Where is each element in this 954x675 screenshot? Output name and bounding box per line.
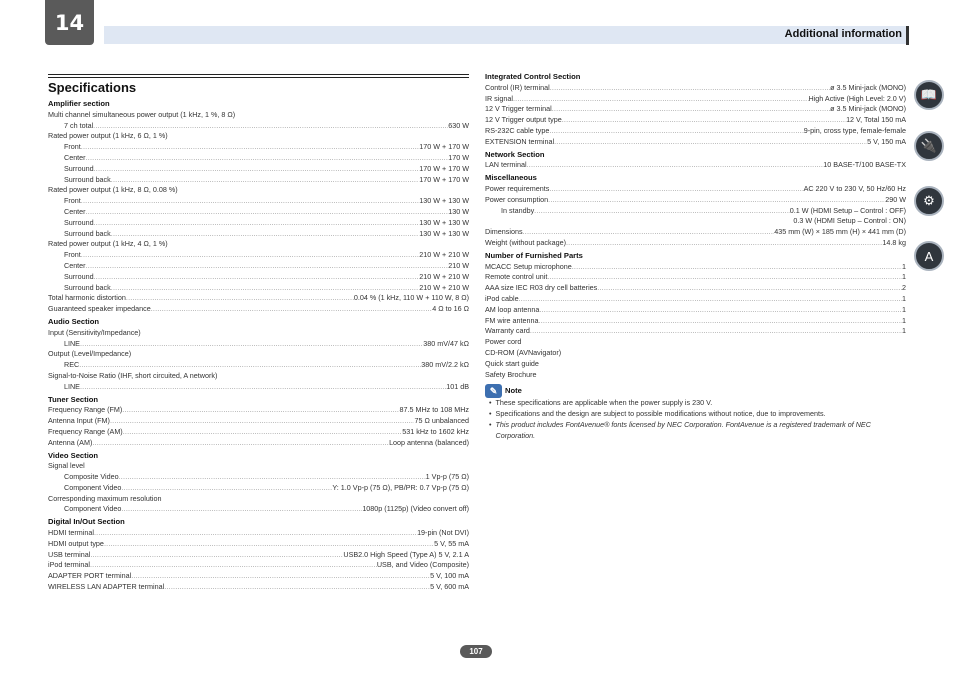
leader-dots: [519, 294, 902, 305]
spec-row: [48, 405, 469, 416]
leader-dots: [164, 582, 430, 593]
section-heading: Miscellaneous: [485, 173, 537, 183]
spec-label: Power requirements: [485, 183, 550, 193]
spec-label: Front: [64, 196, 81, 206]
spec-label: In standby: [501, 205, 535, 215]
spec-value: 380 mV/47 kΩ: [423, 338, 469, 348]
note-text: This product includes FontAvenue® fonts licensed by NEC Corporation. FontAvenue is a registered trademark of NEC Corporation.: [495, 419, 871, 440]
spec-row: [48, 121, 469, 132]
spec-value: 19-pin (Not DVI): [417, 528, 469, 538]
spec-label: Total harmonic distortion: [48, 293, 126, 303]
spec-value: 170 W + 170 W: [419, 142, 469, 152]
spec-row: [48, 416, 469, 427]
spec-label: Center: [64, 206, 86, 216]
spec-value: 435 mm (W) × 185 mm (H) × 441 mm (D): [774, 227, 906, 237]
spec-row: [48, 560, 469, 571]
spec-value: 380 mV/2.2 kΩ: [421, 360, 469, 370]
leader-dots: [111, 283, 420, 294]
note-text: These specifications are applicable when the power supply is 230 V.: [495, 398, 713, 408]
section-heading: Audio Section: [48, 316, 100, 326]
spec-value: AC 220 V to 230 V, 50 Hz/60 Hz: [803, 183, 906, 193]
leader-dots: [552, 104, 830, 115]
spec-value: Y: 1.0 Vp-p (75 Ω), PB/PR: 0.7 Vp-p (75 Ω): [332, 482, 469, 492]
leader-dots: [104, 539, 434, 550]
settings-help-icon[interactable]: ⚙: [914, 186, 944, 216]
spec-value: 1080p (1125p) (Video convert off): [362, 504, 469, 514]
spec-value: 5 V, 55 mA: [434, 538, 469, 548]
leader-dots: [79, 360, 421, 371]
spec-text: Rated power output (1 kHz, 6 Ω, 1 %): [48, 131, 168, 141]
leader-dots: [86, 207, 449, 218]
leader-dots: [123, 427, 403, 438]
leader-dots: [80, 339, 423, 350]
spec-text: Signal-to-Noise Ratio (IHF, short circuited, A network): [48, 370, 218, 380]
leader-dots: [547, 272, 902, 283]
spec-label: Antenna (AM): [48, 437, 93, 447]
spec-value: ø 3.5 Mini-jack (MONO): [830, 104, 906, 114]
leader-dots: [80, 382, 446, 393]
spec-value: 630 W: [448, 120, 469, 130]
spec-value: 101 dB: [446, 381, 469, 391]
leader-dots: [94, 218, 420, 229]
spec-row: [48, 360, 469, 371]
spec-row: [48, 218, 469, 229]
spec-row: [485, 326, 906, 337]
chapter-number: 14: [45, 0, 94, 45]
spec-value: 170 W + 170 W: [419, 174, 469, 184]
spec-value: 1: [902, 261, 906, 271]
spec-row: [48, 339, 469, 350]
spec-row: [48, 472, 469, 483]
leader-dots: [92, 438, 389, 449]
spec-label: HDMI terminal: [48, 528, 94, 538]
spec-row: [48, 175, 469, 186]
spec-value: 210 W + 210 W: [419, 271, 469, 281]
spec-label: Surround: [64, 163, 94, 173]
spec-value: Loop antenna (balanced): [389, 437, 469, 447]
note-item: [485, 398, 906, 409]
spec-value: 210 W + 210 W: [419, 282, 469, 292]
leader-dots: [534, 206, 790, 217]
spec-text: Input (Sensitivity/Impedance): [48, 327, 141, 337]
spec-row: [485, 262, 906, 273]
leader-dots: [81, 142, 419, 153]
spec-row: [48, 272, 469, 283]
spec-label: Front: [64, 142, 81, 152]
leader-dots: [119, 472, 426, 483]
spec-row: [48, 550, 469, 561]
spec-row: [485, 283, 906, 294]
spec-value: 130 W: [448, 206, 469, 216]
spec-label: Center: [64, 260, 86, 270]
spec-row: [48, 571, 469, 582]
spec-label: REC: [64, 360, 80, 370]
leader-dots: [94, 164, 420, 175]
leader-dots: [111, 175, 420, 186]
note-item: [485, 409, 906, 420]
bullet-icon: •: [489, 398, 492, 408]
leader-dots: [523, 227, 775, 238]
spec-label: RS-232C cable type: [485, 125, 550, 135]
spec-value: 2: [902, 283, 906, 293]
section-heading: Digital In/Out Section: [48, 517, 125, 527]
spec-label: Weight (without package): [485, 237, 566, 247]
spec-row: [48, 142, 469, 153]
spec-row: [48, 153, 469, 164]
spec-text: Rated power output (1 kHz, 8 Ω, 0.08 %): [48, 185, 178, 195]
spec-row: [485, 238, 906, 249]
spec-row: [48, 304, 469, 315]
leader-dots: [539, 316, 902, 327]
leader-dots: [554, 137, 867, 148]
spec-label: EXTENSION terminal: [485, 136, 555, 146]
spec-row: [485, 195, 906, 206]
spec-label: USB terminal: [48, 549, 91, 559]
spec-value: 5 V, 600 mA: [430, 582, 469, 592]
section-heading: Tuner Section: [48, 394, 99, 404]
spec-text: Output (Level/Impedance): [48, 349, 132, 359]
spec-value: 75 Ω unbalanced: [414, 416, 469, 426]
spec-label: ADAPTER PORT terminal: [48, 571, 132, 581]
spec-label: AAA size IEC R03 dry cell batteries: [485, 283, 598, 293]
leader-dots: [93, 121, 448, 132]
spec-row: [48, 164, 469, 175]
spec-row: [485, 104, 906, 115]
spec-label: Surround: [64, 271, 94, 281]
header-bar-end: [906, 26, 909, 45]
spec-value: USB, and Video (Composite): [376, 560, 469, 570]
spec-label: MCACC Setup microphone: [485, 261, 572, 271]
spec-text: Rated power output (1 kHz, 4 Ω, 1 %): [48, 239, 168, 249]
spec-text: Signal level: [48, 461, 85, 471]
leader-dots: [597, 283, 902, 294]
spec-text: Corresponding maximum resolution: [48, 493, 162, 503]
spec-value: 290 W: [885, 194, 906, 204]
leader-dots: [562, 115, 846, 126]
spec-row: [485, 126, 906, 137]
leader-dots: [86, 153, 449, 164]
spec-label: IR signal: [485, 93, 513, 103]
spec-value: High Active (High Level: 2.0 V): [808, 93, 906, 103]
spec-row: [48, 293, 469, 304]
spec-label: Surround: [64, 217, 94, 227]
spec-label: Remote control unit: [485, 272, 548, 282]
spec-label: LINE: [64, 338, 80, 348]
section-heading: Amplifier section: [48, 99, 110, 108]
spec-text: Quick start guide: [485, 358, 539, 368]
spec-label: Front: [64, 250, 81, 260]
spec-row: [48, 207, 469, 218]
spec-row: [485, 272, 906, 283]
page-number: 107: [460, 645, 492, 658]
device-connection-icon[interactable]: 🔌: [914, 131, 944, 161]
spec-value: 130 W + 130 W: [419, 217, 469, 227]
spec-row: [485, 137, 906, 148]
spec-label: FM wire antenna: [485, 315, 539, 325]
pencil-note-icon: ✎: [485, 384, 502, 398]
spec-label: Frequency Range (AM): [48, 426, 123, 436]
spec-row: [48, 483, 469, 494]
spec-label: Control (IR) terminal: [485, 82, 550, 92]
section-heading: Integrated Control Section: [485, 72, 581, 81]
spec-label: Surround back: [64, 282, 111, 292]
spec-value: 14.8 kg: [882, 237, 906, 247]
spec-label: Antenna Input (FM): [48, 416, 110, 426]
spec-label: iPod cable: [485, 293, 519, 303]
spec-row: [485, 160, 906, 171]
leader-dots: [86, 261, 449, 272]
spec-value: 130 W + 130 W: [419, 228, 469, 238]
spec-value: 1: [902, 315, 906, 325]
note-text: Specifications and the design are subject to possible modifications without notice, due to improvements.: [495, 409, 826, 419]
spec-label: iPod terminal: [48, 560, 90, 570]
spec-row: [485, 184, 906, 195]
spec-label: Composite Video: [64, 472, 119, 482]
spec-row: [48, 382, 469, 393]
spec-value: 10 BASE-T/100 BASE-TX: [823, 160, 906, 170]
leader-dots: [81, 196, 419, 207]
bullet-icon: •: [489, 419, 492, 429]
header-title: Additional information: [784, 28, 902, 40]
leader-dots: [549, 184, 803, 195]
spec-label: Dimensions: [485, 227, 523, 237]
spec-label: Surround back: [64, 228, 111, 238]
spec-value: 210 W: [448, 260, 469, 270]
spec-label: Center: [64, 152, 86, 162]
leader-dots: [94, 528, 417, 539]
page-title: Specifications: [48, 80, 137, 95]
spec-value: 9-pin, cross type, female-female: [803, 125, 906, 135]
spec-continuation: 0.3 W (HDMI Setup – Control : ON): [793, 216, 906, 226]
leader-dots: [90, 550, 343, 561]
spec-value: 1: [902, 326, 906, 336]
spec-value: 170 W + 170 W: [419, 163, 469, 173]
spec-value: USB2.0 High Speed (Type A) 5 V, 2.1 A: [343, 549, 469, 559]
spec-label: LAN terminal: [485, 160, 527, 170]
leader-dots: [94, 272, 420, 283]
spec-row: [48, 539, 469, 550]
spec-row: [485, 115, 906, 126]
section-heading: Video Section: [48, 450, 99, 460]
spec-label: 12 V Trigger terminal: [485, 104, 552, 114]
spec-text: Power cord: [485, 337, 522, 347]
spec-label: 12 V Trigger output type: [485, 115, 562, 125]
spec-label: LINE: [64, 381, 80, 391]
leader-dots: [572, 262, 902, 273]
spec-value: 531 kHz to 1602 kHz: [402, 426, 469, 436]
spec-value: 210 W + 210 W: [419, 250, 469, 260]
title-rule-top: [48, 74, 469, 75]
spec-label: 7 ch total: [64, 120, 94, 130]
leader-dots: [530, 326, 902, 337]
spec-text: Safety Brochure: [485, 369, 537, 379]
leader-dots: [111, 229, 420, 240]
spec-row: [48, 196, 469, 207]
spec-value: 5 V, 150 mA: [867, 136, 906, 146]
spec-row: [48, 229, 469, 240]
spec-row: [485, 294, 906, 305]
spec-text: Multi channel simultaneous power output (1 kHz, 1 %, 8 Ω): [48, 109, 236, 119]
spec-row: [48, 261, 469, 272]
leader-dots: [527, 160, 824, 171]
spec-value: 170 W: [448, 152, 469, 162]
book-icon[interactable]: 📖: [914, 80, 944, 110]
leader-dots: [549, 126, 803, 137]
spec-value: 1: [902, 272, 906, 282]
spec-value: 4 Ω to 16 Ω: [432, 304, 469, 314]
leader-dots: [110, 416, 415, 427]
leader-dots: [151, 304, 433, 315]
spec-label: Frequency Range (FM): [48, 405, 123, 415]
spec-value: 1: [902, 304, 906, 314]
leader-dots: [131, 571, 430, 582]
spec-row: [485, 316, 906, 327]
spec-row: [48, 283, 469, 294]
spec-label: Component Video: [64, 482, 122, 492]
leader-dots: [566, 238, 882, 249]
leader-dots: [550, 83, 830, 94]
spec-value: 1: [902, 293, 906, 303]
spec-row: [485, 206, 906, 217]
spec-row: [48, 528, 469, 539]
spec-value: 0.1 W (HDMI Setup – Control : OFF): [789, 205, 906, 215]
spec-row: [485, 94, 906, 105]
note-heading-text: Note: [505, 385, 522, 395]
leader-dots: [121, 483, 332, 494]
note-heading: [485, 384, 906, 398]
info-az-icon[interactable]: A: [914, 241, 944, 271]
title-rule-bottom: [48, 77, 469, 78]
note-block: [485, 384, 906, 441]
spec-label: Component Video: [64, 504, 122, 514]
spec-label: HDMI output type: [48, 538, 104, 548]
leader-dots: [122, 405, 399, 416]
right-spec-column: [485, 72, 906, 442]
spec-value: 0.04 % (1 kHz, 110 W + 110 W, 8 Ω): [353, 293, 469, 303]
bullet-icon: •: [489, 409, 492, 419]
spec-row: [48, 250, 469, 261]
spec-label: WIRELESS LAN ADAPTER terminal: [48, 582, 165, 592]
note-item: [485, 420, 906, 442]
spec-label: AM loop antenna: [485, 304, 540, 314]
leader-dots: [513, 94, 809, 105]
spec-value: 1 Vp-p (75 Ω): [425, 472, 469, 482]
spec-row: [485, 305, 906, 316]
leader-dots: [548, 195, 885, 206]
spec-row: [48, 427, 469, 438]
spec-text: CD-ROM (AVNavigator): [485, 347, 562, 357]
leader-dots: [81, 250, 419, 261]
spec-row: [485, 83, 906, 94]
leader-dots: [126, 293, 354, 304]
right-spec-list: [485, 72, 906, 380]
spec-label: Warranty card: [485, 326, 530, 336]
spec-value: 87.5 MHz to 108 MHz: [399, 405, 469, 415]
spec-value: ø 3.5 Mini-jack (MONO): [830, 82, 906, 92]
note-list: [485, 398, 906, 441]
spec-row: [485, 227, 906, 238]
spec-row: [48, 582, 469, 593]
leader-dots: [539, 305, 902, 316]
spec-row: [48, 504, 469, 515]
spec-row: [48, 438, 469, 449]
spec-value: 5 V, 100 mA: [430, 571, 469, 581]
spec-label: Surround back: [64, 174, 111, 184]
spec-label: Power consumption: [485, 194, 549, 204]
section-heading: Network Section: [485, 149, 545, 159]
spec-value: 12 V, Total 150 mA: [846, 115, 906, 125]
leader-dots: [90, 560, 377, 571]
leader-dots: [121, 504, 362, 515]
left-spec-column: [48, 99, 469, 593]
section-heading: Number of Furnished Parts: [485, 250, 583, 260]
spec-label: Guaranteed speaker impedance: [48, 304, 151, 314]
spec-value: 130 W + 130 W: [419, 196, 469, 206]
